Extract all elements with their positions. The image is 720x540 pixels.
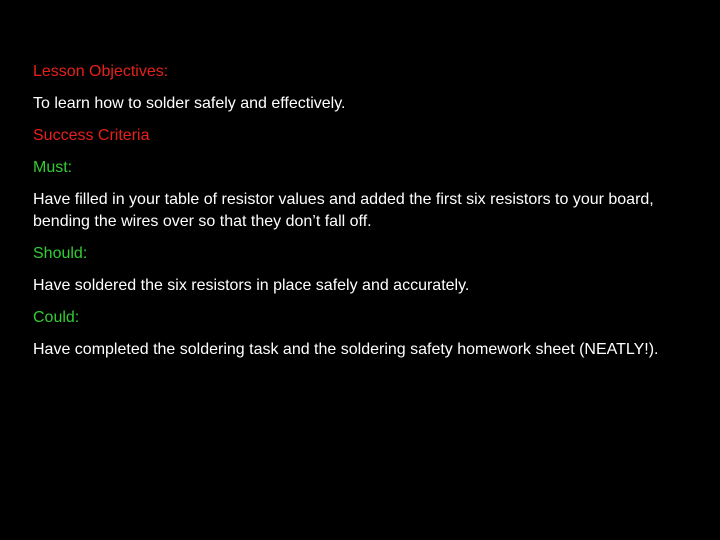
success-criteria-heading: Success Criteria bbox=[33, 127, 150, 144]
must-text: Have filled in your table of resistor values and added the first six resistors to your board, bending the wires over so that they don’t fall off. bbox=[33, 191, 654, 230]
must-heading: Must: bbox=[33, 159, 73, 176]
objectives-heading: Lesson Objectives: bbox=[33, 63, 169, 80]
could-text: Have completed the soldering task and the soldering safety homework sheet (NEATLY!). bbox=[33, 341, 659, 358]
slide-content bbox=[33, 61, 693, 371]
objectives-text: To learn how to solder safely and effectively. bbox=[33, 95, 346, 112]
could-heading: Could: bbox=[33, 309, 80, 326]
should-heading: Should: bbox=[33, 245, 88, 262]
should-text: Have soldered the six resistors in place safely and accurately. bbox=[33, 277, 470, 294]
